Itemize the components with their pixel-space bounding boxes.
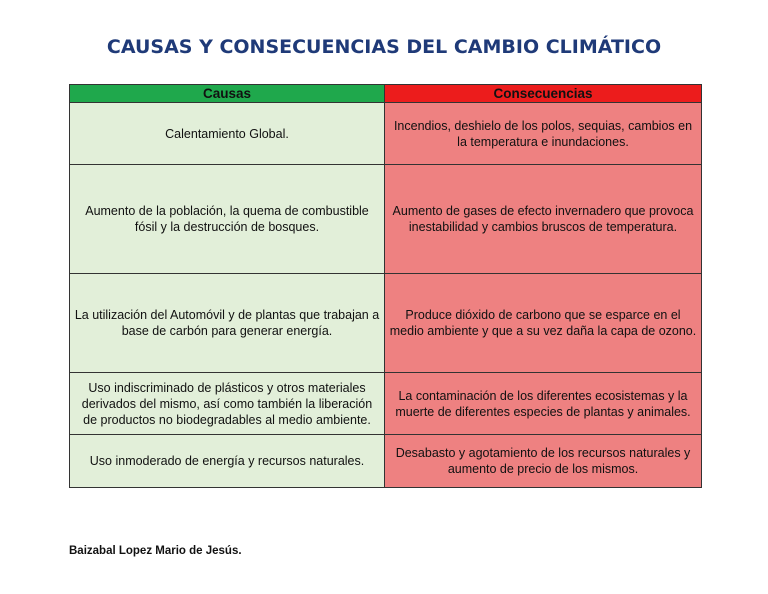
table-row xyxy=(70,165,702,274)
author-name: Baizabal Lopez Mario de Jesús. xyxy=(69,545,242,557)
cause-cell: Uso inmoderado de energía y recursos naturales. xyxy=(70,435,385,488)
cause-cell: Calentamiento Global. xyxy=(70,103,385,165)
table-row xyxy=(70,435,702,488)
header-consecuencias: Consecuencias xyxy=(385,85,702,103)
consequence-cell: La contaminación de los diferentes ecosistemas y la muerte de diferentes especies de plantas y animales. xyxy=(385,373,702,435)
header-causas: Causas xyxy=(70,85,385,103)
cause-cell: Uso indiscriminado de plásticos y otros materiales derivados del mismo, así como también la liberación de productos no biodegradables al medio ambiente. xyxy=(70,373,385,435)
causes-consequences-table xyxy=(69,84,702,488)
cause-cell: Aumento de la población, la quema de combustible fósil y la destrucción de bosques. xyxy=(70,165,385,274)
consequence-cell: Aumento de gases de efecto invernadero que provoca inestabilidad y cambios bruscos de temperatura. xyxy=(385,165,702,274)
table-row xyxy=(70,103,702,165)
consequence-cell: Desabasto y agotamiento de los recursos naturales y aumento de precio de los mismos. xyxy=(385,435,702,488)
table-row xyxy=(70,373,702,435)
consequence-cell: Produce dióxido de carbono que se esparce en el medio ambiente y que a su vez daña la capa de ozono. xyxy=(385,274,702,373)
cause-cell: La utilización del Automóvil y de plantas que trabajan a base de carbón para generar energía. xyxy=(70,274,385,373)
consequence-cell: Incendios, deshielo de los polos, sequias, cambios en la temperatura e inundaciones. xyxy=(385,103,702,165)
table-header-row xyxy=(70,85,702,103)
page-title: CAUSAS Y CONSECUENCIAS DEL CAMBIO CLIMÁTICO xyxy=(106,36,662,58)
table-row xyxy=(70,274,702,373)
